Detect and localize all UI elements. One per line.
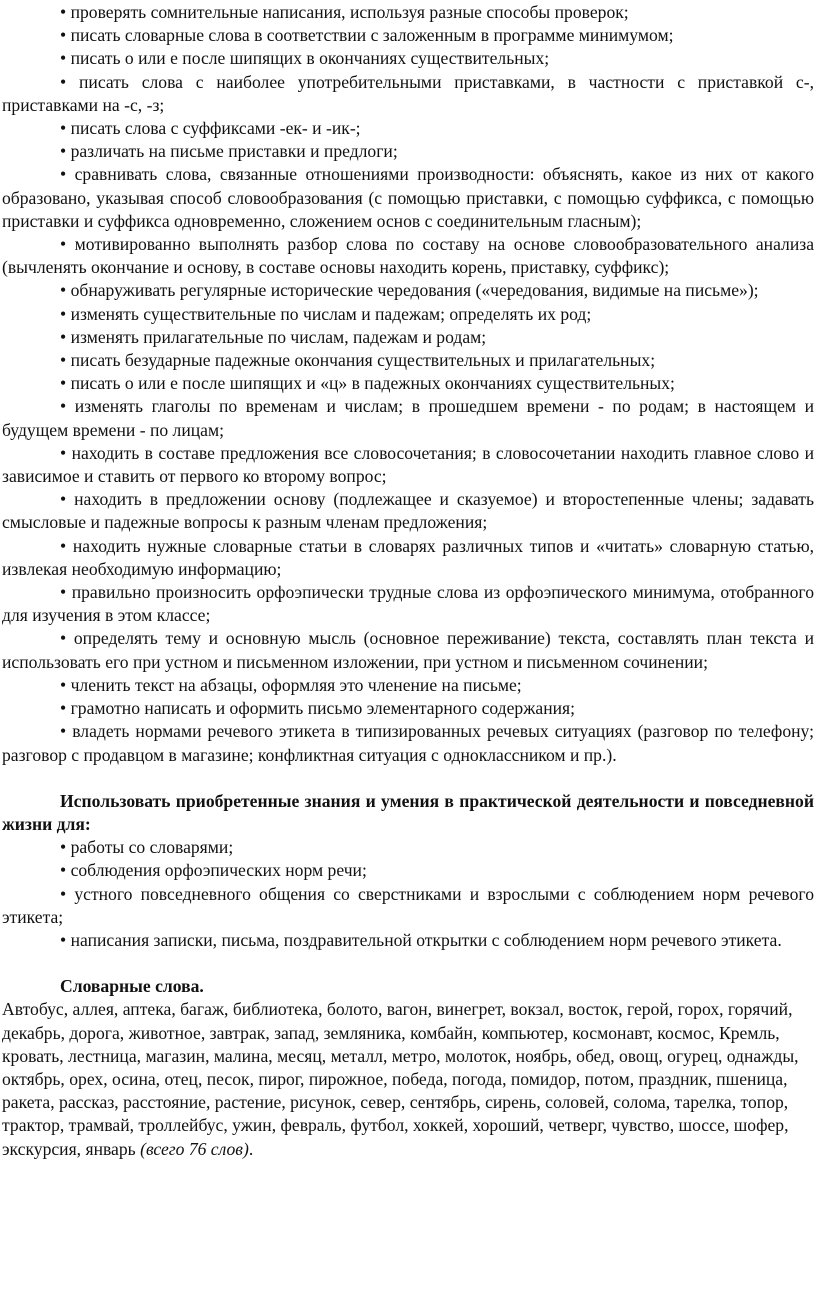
list-item: • устного повседневного общения со сверстниками и взрослыми с соблюдением норм речевого этикета; (2, 883, 814, 927)
list-item: • находить в предложении основу (подлежащее и сказуемое) и второстепенные члены; задавать смысловые и падежные вопросы к разным членам предложения; (2, 489, 814, 533)
list-item: • членить текст на абзацы, оформляя это членение на письме; (60, 674, 522, 695)
skills-list (2, 1, 814, 767)
list-item: • определять тему и основную мысль (основное переживание) текста, составлять план текста и использовать его при устном и письменном изложении, при устном и письменном сочинении; (2, 628, 814, 672)
spacer (2, 767, 814, 790)
bullet: • (60, 721, 67, 742)
bullet: • (60, 929, 67, 950)
bullet: • (60, 860, 67, 881)
section-heading: Использовать приобретенные знания и умения в практической деятельности и повседневной жизни для: (2, 790, 814, 834)
bullet: • (60, 883, 67, 904)
bullet: • (60, 674, 67, 695)
bullet: • (60, 71, 67, 92)
list-item: • изменять глаголы по временам и числам; в прошедшем времени - по родам; в настоящем и будущем времени - по лицам; (2, 396, 814, 440)
bullet: • (60, 141, 67, 162)
list-item: • сравнивать слова, связанные отношениями производности: объяснять, какое из них от какого образовано, указывая способ словообразования (с помощью приставки, с помощью суффикса, с помощью приставки и суффикса одновременно, сложением основ с соединительным гласным); (2, 164, 814, 231)
bullet: • (60, 489, 67, 510)
list-item: • написания записки, письма, поздравительной открытки с соблюдением норм речевого этикета. (60, 929, 782, 950)
list-item: • грамотно написать и оформить письмо элементарного содержания; (60, 698, 576, 719)
bullet: • (60, 373, 67, 394)
bullet: • (60, 350, 67, 371)
dictionary-words: Автобус, аллея, аптека, багаж, библиотека, болото, вагон, винегрет, вокзал, восток, герой, горох, горячий, декабрь, дорога, животное, завтрак, запад, земляника, комбайн, компьютер, космонавт, космос, Кремль, кровать, лестница, магазин, малина, месяц, металл, метро, молоток, ноябрь, обед, овощ, огурец, однажды, октябрь, орех, осина, отец, песок, пирог, пирожное, победа, погода, помидор, потом, праздник, пшеница, ракета, рассказ, расстояние, растение, рисунок, север, сентябрь, сирень, соловей, солома, тарелка, топор, трактор, трамвай, троллейбус, ужин, февраль, футбол, хоккей, хороший, четверг, чувство, шоссе, шофер, экскурсия, январь (всего 76 слов). (2, 999, 799, 1159)
list-item: • проверять сомнительные написания, используя разные способы проверок; (60, 2, 629, 22)
spacer (2, 952, 814, 975)
bullet: • (60, 48, 67, 69)
practical-use-section (2, 790, 814, 952)
bullet: • (60, 396, 67, 417)
dictionary-section (2, 975, 814, 1161)
bullet: • (60, 25, 67, 46)
list-item: • изменять существительные по числам и падежам; определять их род; (60, 303, 592, 324)
list-item: • писать слова с суффиксами -ек- и -ик-; (60, 118, 361, 139)
bullet: • (60, 837, 67, 858)
list-item: • соблюдения орфоэпических норм речи; (60, 860, 367, 881)
bullet: • (60, 442, 67, 463)
bullet: • (60, 234, 67, 255)
bullet: • (60, 164, 67, 185)
bullet: • (60, 2, 67, 22)
list-item: • писать о или е после шипящих в окончаниях существительных; (60, 48, 550, 69)
list-item: • владеть нормами речевого этикета в типизированных речевых ситуациях (разговор по телефону; разговор с продавцом в магазине; конфликтная ситуация с одноклассником и пр.). (2, 721, 814, 765)
list-item: • работы со словарями; (60, 837, 234, 858)
list-item: • писать о или е после шипящих и «ц» в падежных окончаниях существительных; (60, 373, 675, 394)
bullet: • (60, 303, 67, 324)
list-item: • писать безударные падежные окончания существительных и прилагательных; (60, 350, 656, 371)
dictionary-title: Словарные слова. (60, 976, 204, 997)
list-item: • мотивированно выполнять разбор слова по составу на основе словообразовательного анализа (вычленять окончание и основу, в составе основы находить корень, приставку, суффикс); (2, 234, 814, 278)
bullet: • (60, 628, 67, 649)
bullet: • (60, 698, 67, 719)
list-item: • находить в составе предложения все словосочетания; в словосочетании находить главное слово и зависимое и ставить от первого ко второму вопрос; (2, 442, 814, 487)
bullet: • (60, 582, 67, 603)
document-page (0, 1, 816, 1292)
list-item: • правильно произносить орфоэпически трудные слова из орфоэпического минимума, отобранного для изучения в этом классе; (2, 582, 814, 626)
list-item: • писать словарные слова в соответствии с заложенным в программе минимумом; (60, 25, 674, 46)
bullet: • (60, 280, 67, 301)
list-item: • писать слова с наиболее употребительными приставками, в частности с приставкой с-, приставками на -с, -з; (2, 71, 814, 115)
list-item: • изменять прилагательные по числам, падежам и родам; (60, 326, 487, 347)
bullet: • (60, 535, 67, 556)
word-count-note: (всего 76 слов) (140, 1138, 249, 1159)
list-item: • обнаруживать регулярные исторические чередования («чередования, видимые на письме»); (60, 280, 759, 301)
list-item: • находить нужные словарные статьи в словарях различных типов и «читать» словарную статью, извлекая необходимую информацию; (2, 535, 814, 579)
bullet: • (60, 118, 67, 139)
bullet: • (60, 326, 67, 347)
list-item: • различать на письме приставки и предлоги; (60, 141, 398, 162)
